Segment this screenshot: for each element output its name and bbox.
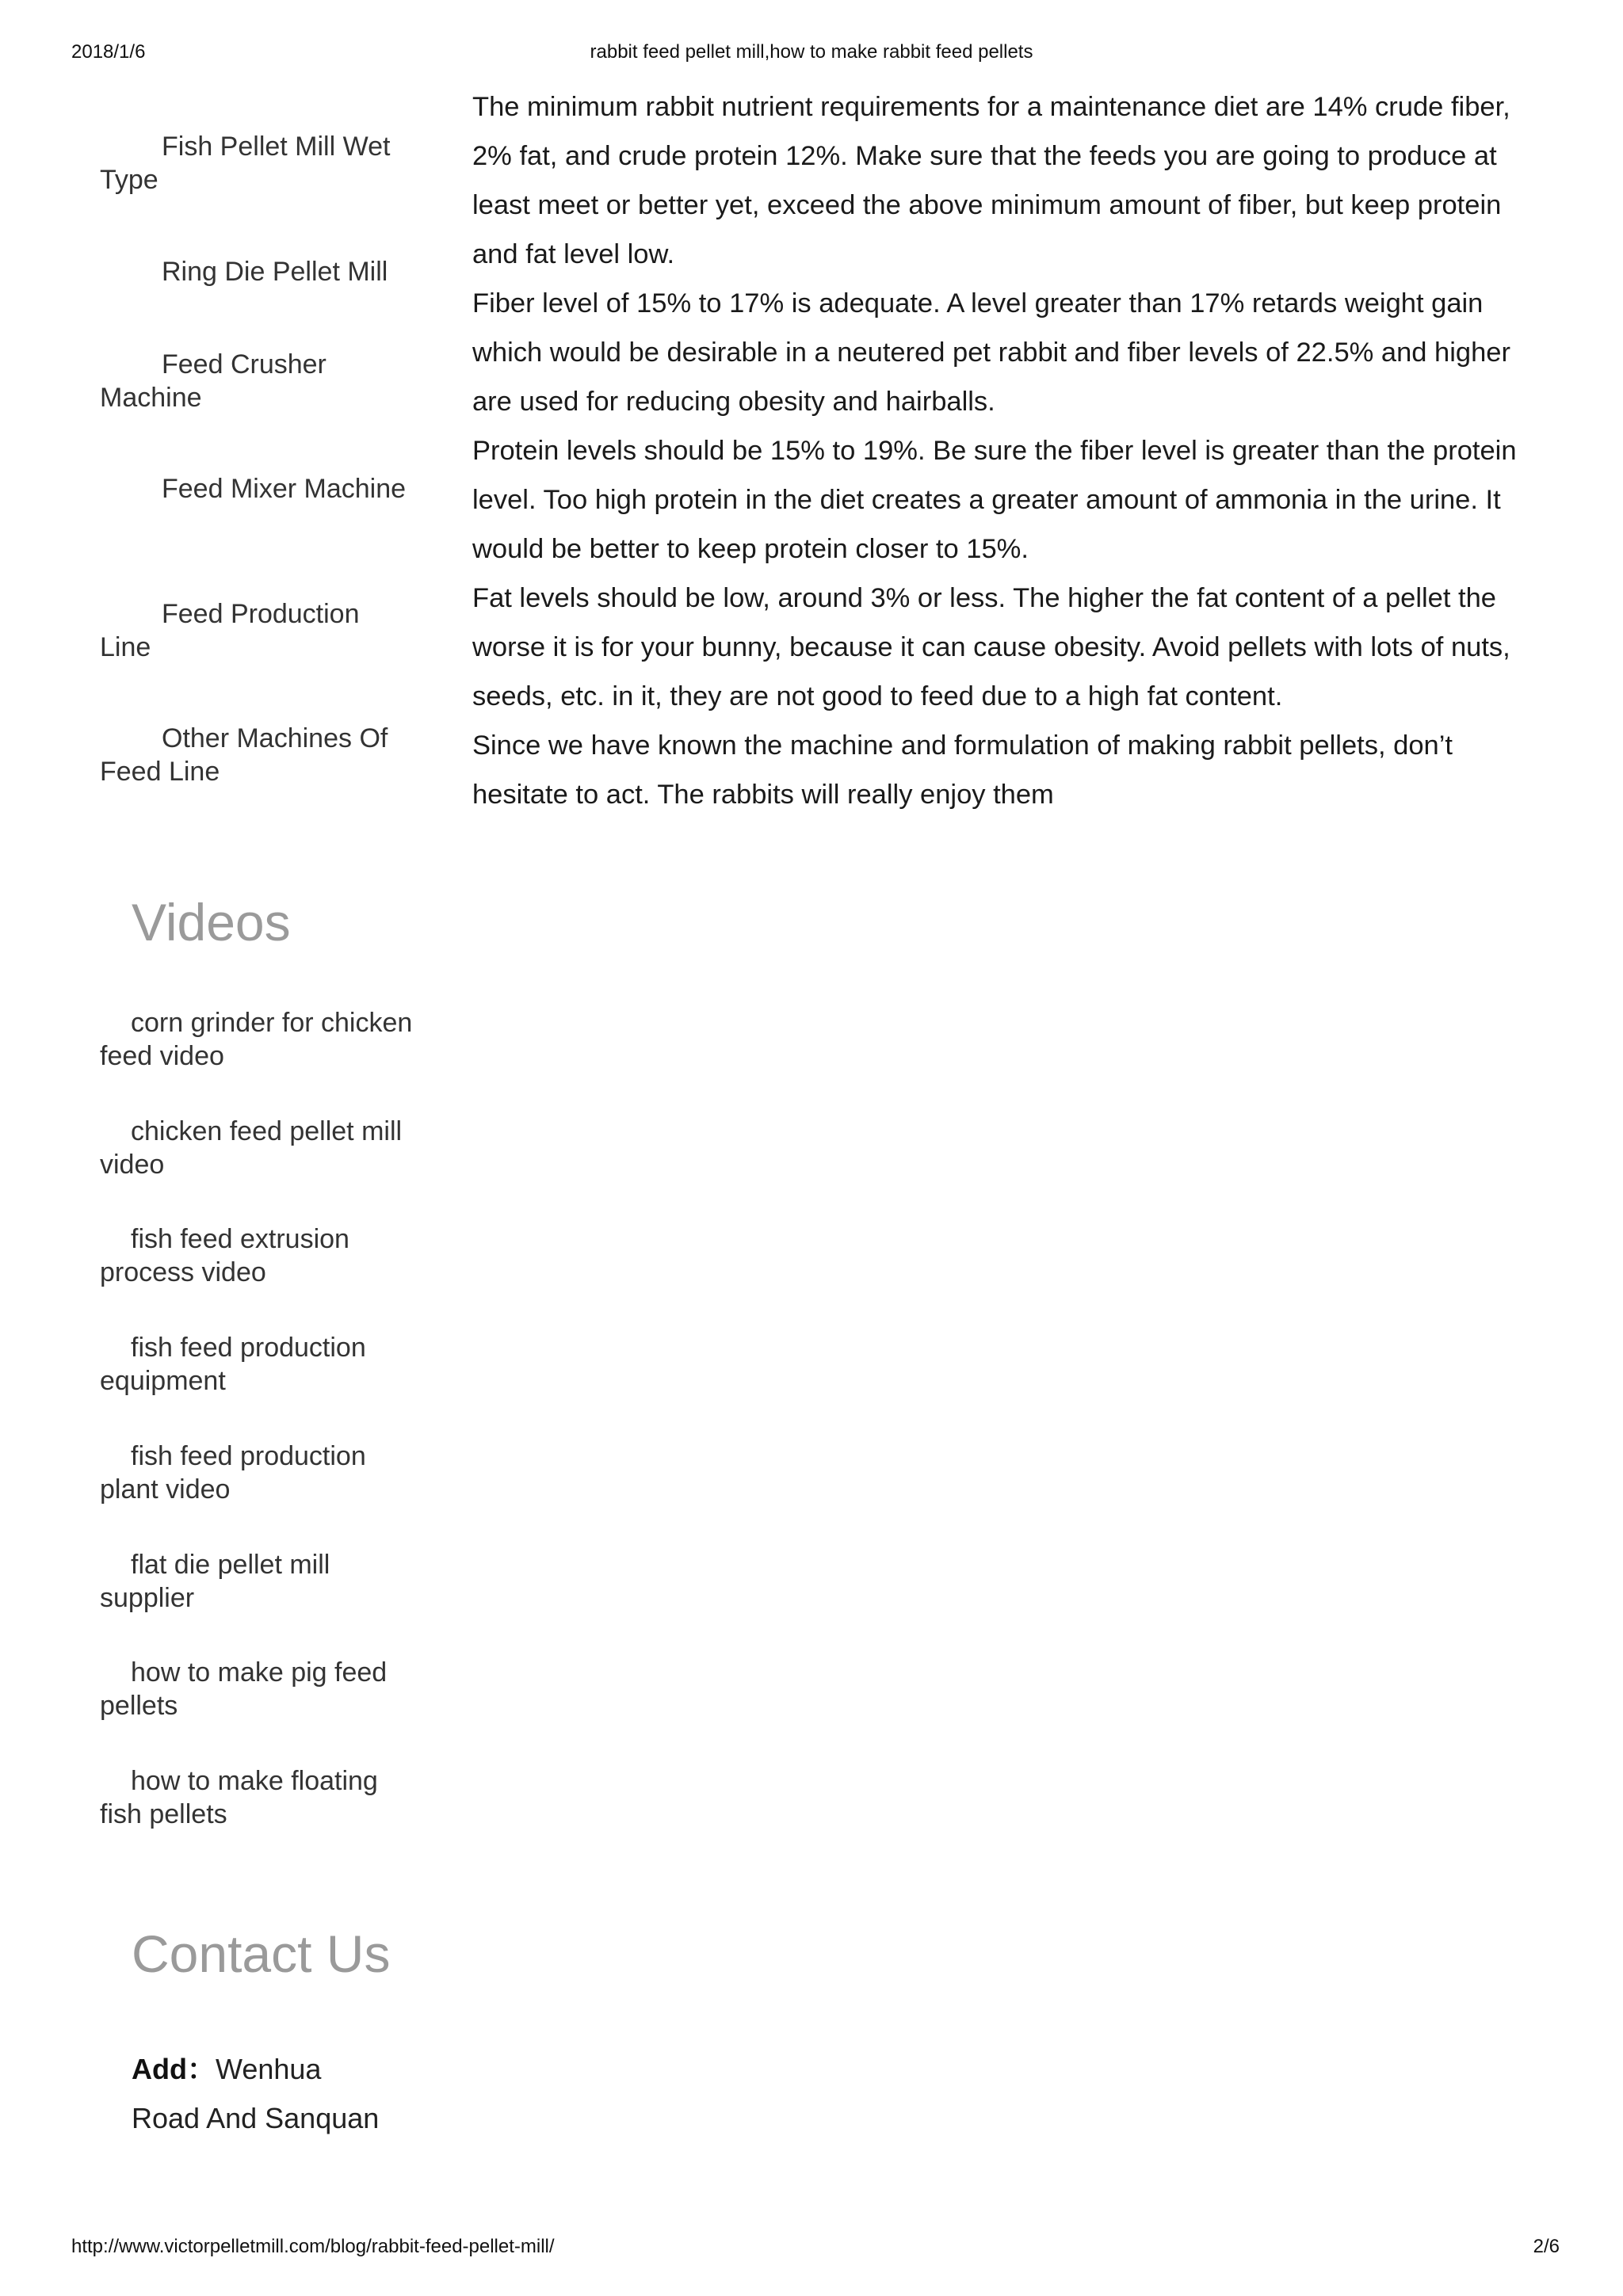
contact-heading: Contact Us	[132, 1924, 391, 1983]
sidebar-item-ring-die-pellet-mill[interactable]: Ring Die Pellet Mill	[162, 257, 388, 287]
article-paragraph: Protein levels should be 15% to 19%. Be sure the fiber level is greater than the protein level. Too high protein in the diet creates a greater amount of ammonia in the urine. It would be better to keep protein closer to 15%.	[472, 436, 1517, 564]
article-paragraph: Fat levels should be low, around 3% or less. The higher the fat content of a pellet the worse it is for your bunny, because it can cause obesity. Avoid pellets with lots of nuts, seeds, etc. in it, they are not good to feed due to a high fat content.	[472, 583, 1510, 711]
sidebar-item-feed-crusher-machine[interactable]: Feed Crusher Machine	[100, 349, 327, 413]
video-link[interactable]: corn grinder for chicken feed video	[100, 1008, 413, 1071]
contact-address-text: Wenhua	[215, 2053, 322, 2085]
video-link[interactable]: flat die pellet mill supplier	[100, 1550, 330, 1613]
print-title: rabbit feed pellet mill,how to make rabbit feed pellets	[590, 41, 1033, 63]
video-link[interactable]: fish feed extrusion process video	[100, 1224, 349, 1287]
article-paragraph: The minimum rabbit nutrient requirements for a maintenance diet are 14% crude fiber, 2% fat, and crude protein 12%. Make sure that the feeds you are going to produce at least meet or better yet, exceed the above minimum amount of fiber, but keep protein and fat level low.	[472, 92, 1510, 269]
sidebar-item-fish-pellet-mill-wet-type[interactable]: Fish Pellet Mill Wet Type	[100, 132, 391, 195]
video-link[interactable]: chicken feed pellet mill video	[100, 1116, 403, 1180]
print-url: http://www.victorpelletmill.com/blog/rabbit-feed-pellet-mill/	[71, 2236, 555, 2257]
article-paragraph: Fiber level of 15% to 17% is adequate. A level greater than 17% retards weight gain which would be desirable in a neutered pet rabbit and fiber levels of 22.5% and higher are used for reducing obesity and hairballs.	[472, 288, 1510, 417]
article-paragraph: Since we have known the machine and formulation of making rabbit pellets, don’t hesitate to act. The rabbits will really enjoy them	[472, 730, 1453, 810]
video-link[interactable]: fish feed production equipment	[100, 1333, 366, 1396]
sidebar-item-other-machines-of-feed-line[interactable]: Other Machines Of Feed Line	[100, 723, 388, 787]
videos-heading: Videos	[132, 893, 291, 952]
contact-address-line: Road And Sanquan	[132, 2102, 380, 2134]
video-link[interactable]: how to make pig feed pellets	[100, 1657, 388, 1721]
print-date: 2018/1/6	[71, 41, 146, 63]
sidebar-item-feed-production-line[interactable]: Feed Production Line	[100, 599, 360, 662]
contact-add-label: Add：	[132, 2053, 216, 2085]
sidebar-item-feed-mixer-machine[interactable]: Feed Mixer Machine	[162, 474, 407, 504]
print-page-number: 2/6	[1533, 2236, 1560, 2257]
article-body	[472, 82, 1526, 819]
contact-address-line	[132, 2045, 321, 2094]
video-link[interactable]: how to make floating fish pellets	[100, 1766, 378, 1829]
video-link[interactable]: fish feed production plant video	[100, 1441, 366, 1505]
